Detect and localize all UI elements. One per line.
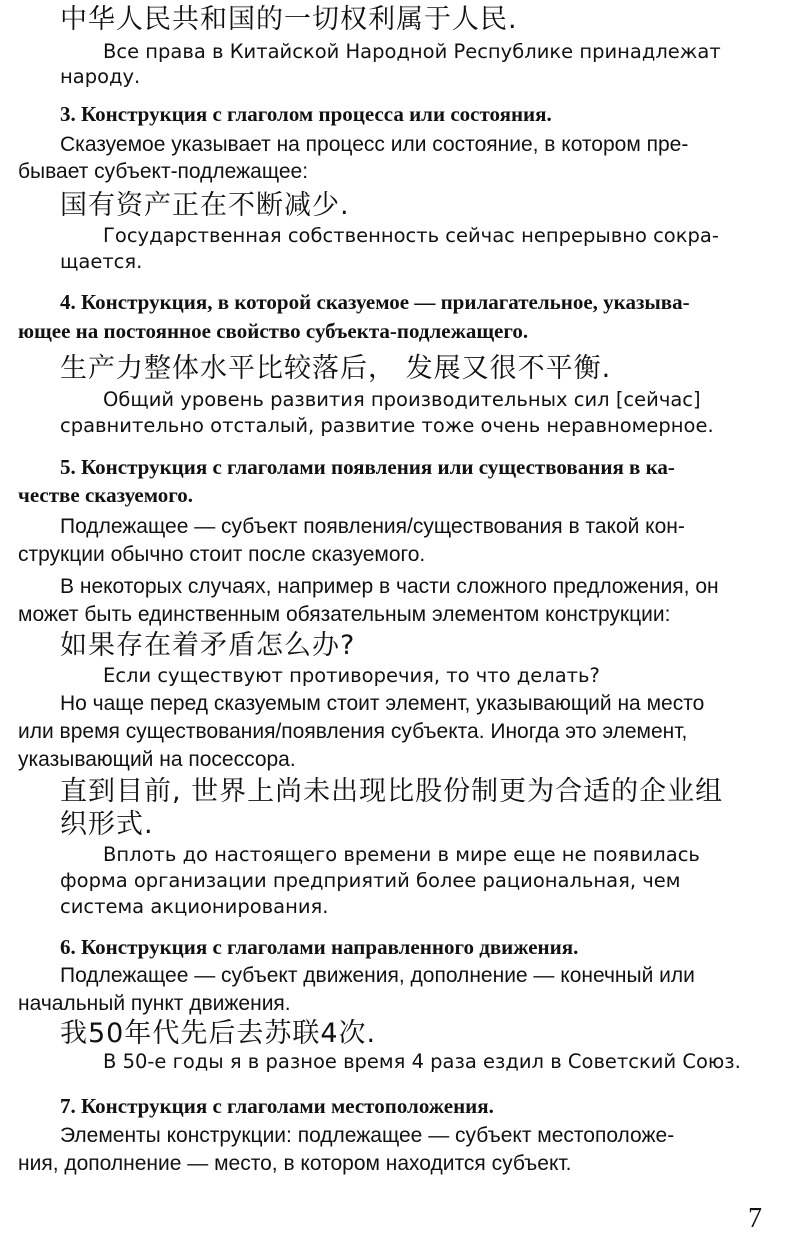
section-heading-5: 5. Конструкция с глаголами появления или существования в ка- [60, 455, 675, 479]
translation-line: система акционирования. [60, 895, 329, 918]
translation-line: сравнительно отсталый, развитие тоже очень неравномерное. [60, 414, 714, 437]
section-heading-6: 6. Конструкция с глаголами направленного движения. [60, 935, 579, 959]
body-text-line: начальный пункт движения. [18, 992, 291, 1015]
chinese-example: 如果存在着矛盾怎么办? [60, 630, 356, 661]
body-text-line: Но чаще перед сказуемым стоит элемент, указывающий на место [60, 692, 705, 715]
body-text-line: струкции обычно стоит после сказуемого. [18, 543, 426, 566]
translation-line: Общий уровень развития производительных сил [сейчас] [103, 388, 701, 411]
section-heading-4: 4. Конструкция, в которой сказуемое — прилагательное, указыва- [60, 290, 690, 314]
body-text-line: может быть единственным обязательным элементом конструкции: [18, 603, 671, 626]
body-text-line: В некоторых случаях, например в части сложного предложения, он [60, 575, 719, 598]
translation-line: Вплоть до настоящего времени в мире еще не появилась [103, 843, 700, 866]
section-heading-5-cont: честве сказуемого. [18, 483, 194, 507]
chinese-example: 直到目前, 世界上尚未出现比股份制更为合适的企业组 [60, 776, 724, 807]
translation-line: В 50-е годы я в разное время 4 раза ездил в Советский Союз. [103, 1050, 741, 1073]
chinese-example: 我50年代先后去苏联4次. [60, 1018, 377, 1049]
chinese-example: 织形式. [60, 809, 154, 840]
body-text-line: Сказуемое указывает на процесс или состояние, в котором пре- [60, 133, 689, 156]
section-heading-7: 7. Конструкция с глаголами местоположения. [60, 1094, 494, 1118]
chinese-example: 中华人民共和国的一切权利属于人民. [60, 4, 518, 35]
body-text-line: Подлежащее — субъект появления/существования в такой кон- [60, 515, 685, 538]
body-text-line: бывает субъект-подлежащее: [18, 160, 309, 183]
translation-line: форма организации предприятий более рациональная, чем [60, 869, 681, 892]
translation-line: народу. [60, 65, 141, 88]
translation-line: Если существуют противоречия, то что делать? [103, 664, 600, 687]
section-heading-3: 3. Конструкция с глаголом процесса или состояния. [60, 102, 552, 126]
chinese-example: 生产力整体水平比较落后， 发展又很不平衡. [60, 353, 612, 384]
body-text-line: ния, дополнение — место, в котором находится субъект. [18, 1152, 572, 1175]
body-text-line: Элементы конструкции: подлежащее — субъект местоположе- [60, 1124, 675, 1147]
page-number: 7 [748, 1203, 762, 1234]
section-heading-4-cont: ющее на постоянное свойство субъекта-подлежащего. [18, 319, 529, 343]
chinese-example: 国有资产正在不断减少. [60, 190, 350, 221]
body-text-line: Подлежащее — субъект движения, дополнение — конечный или [60, 964, 695, 987]
translation-line: Государственная собственность сейчас непрерывно сокра- [103, 224, 719, 247]
translation-line: Все права в Китайской Народной Республике принадлежат [103, 40, 721, 63]
body-text-line: или время существования/появления субъекта. Иногда это элемент, [18, 720, 688, 743]
body-text-line: указывающий на посессора. [18, 748, 296, 771]
translation-line: щается. [60, 250, 143, 273]
